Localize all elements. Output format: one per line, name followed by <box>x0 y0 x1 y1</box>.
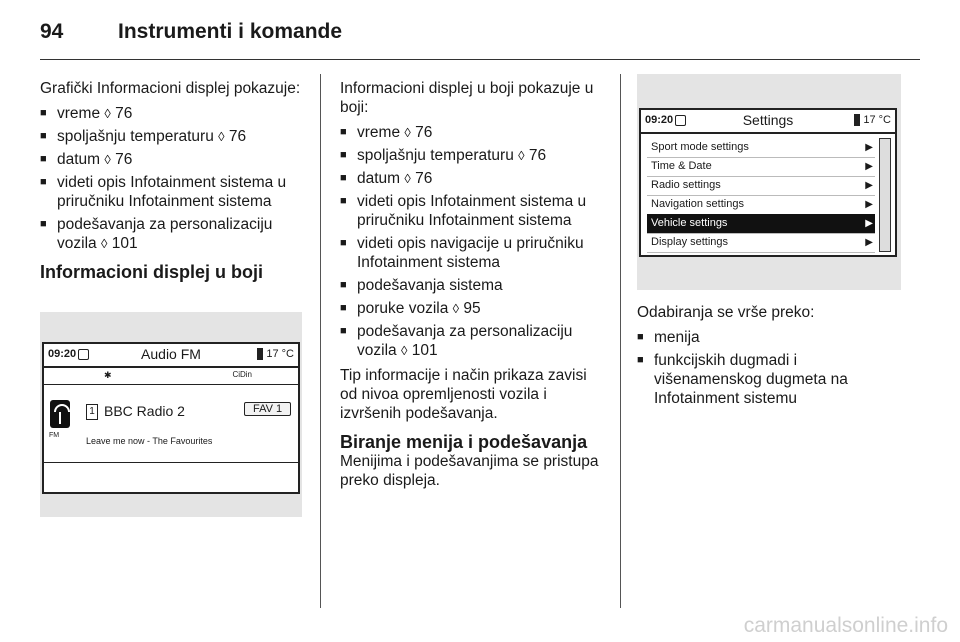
settings-screen-figure <box>637 74 901 290</box>
list-item <box>637 328 907 347</box>
list-item <box>340 299 605 318</box>
settings-outside-temp: 17 °C <box>863 114 891 126</box>
page-ref-arrow-icon: ◊ <box>400 343 408 358</box>
column-divider-2 <box>620 74 621 608</box>
bullet-icon: ■ <box>340 126 347 138</box>
bullet-icon: ■ <box>340 279 347 291</box>
list-item-text: datum <box>57 151 101 168</box>
bullet-icon: ■ <box>340 325 347 337</box>
band-label: FM <box>49 432 60 439</box>
menu-item[interactable] <box>647 176 875 196</box>
list-item <box>340 276 605 295</box>
menu-scrollbar[interactable] <box>879 138 891 252</box>
page-ref[interactable]: 76 <box>415 124 433 141</box>
col1-heading: Informacioni displej u boji <box>40 262 264 282</box>
page-ref[interactable]: 76 <box>528 147 547 164</box>
page-ref[interactable]: 76 <box>115 105 133 122</box>
list-item-text: vreme <box>57 105 101 122</box>
list-item-text: menija <box>654 329 700 346</box>
thermometer-icon <box>257 348 263 360</box>
radio-antenna-icon <box>50 400 70 428</box>
station-name: BBC Radio 2 <box>104 403 185 419</box>
bullet-icon: ■ <box>40 130 47 142</box>
watermark: carmanualsonline.info <box>743 614 948 637</box>
page-ref-arrow-icon: ◊ <box>518 148 525 163</box>
chevron-right-icon: ▶ <box>865 180 873 191</box>
column-3 <box>637 303 907 414</box>
page-ref-arrow-icon: ◊ <box>100 236 108 251</box>
bullet-icon: ■ <box>340 172 347 184</box>
column-divider-1 <box>320 74 321 608</box>
list-item-text: videti opis navigacije u priručniku Infotainment sistema <box>357 235 584 271</box>
menu-item-label: Navigation settings <box>651 198 744 210</box>
audio-status-bar <box>44 344 298 368</box>
bullet-icon: ■ <box>340 149 347 161</box>
list-item-text: videti opis Infotainment sistema u priručniku Infotainment sistema <box>57 174 287 210</box>
chevron-right-icon: ▶ <box>865 199 873 210</box>
audio-title: Audio FM <box>141 346 201 362</box>
fav-button[interactable]: FAV 1 <box>244 402 291 416</box>
page-header <box>40 20 920 62</box>
page-ref-arrow-icon: ◊ <box>218 129 225 144</box>
bullet-icon: ■ <box>340 237 347 249</box>
bluetooth-icon: ✱ <box>104 370 112 380</box>
page-ref-arrow-icon: ◊ <box>404 125 411 140</box>
page-ref[interactable]: 95 <box>463 300 481 317</box>
menu-item[interactable] <box>647 138 875 158</box>
chevron-right-icon: ▶ <box>865 142 873 153</box>
page-ref-arrow-icon: ◊ <box>104 106 111 121</box>
list-item-text: videti opis Infotainment sistema u priručniku Infotainment sistema <box>357 193 587 229</box>
menu-item[interactable] <box>647 214 875 234</box>
outside-temp: 17 °C <box>266 348 294 360</box>
chevron-right-icon: ▶ <box>865 218 873 229</box>
chevron-right-icon: ▶ <box>865 237 873 248</box>
settings-screen <box>639 108 897 257</box>
bullet-icon: ■ <box>40 153 47 165</box>
bullet-icon: ■ <box>340 302 347 314</box>
clock-time: 09:20 <box>48 348 77 360</box>
menu-item-label: Sport mode settings <box>651 141 749 153</box>
bullet-icon: ■ <box>40 107 47 119</box>
page-ref[interactable]: 76 <box>228 128 247 145</box>
col1-list <box>40 104 305 253</box>
page-ref-arrow-icon: ◊ <box>104 152 111 167</box>
col2-list <box>340 123 605 360</box>
menu-item[interactable] <box>647 233 875 253</box>
bullet-icon: ■ <box>637 354 644 366</box>
col1-intro: Grafički Informacioni displej pokazuje: <box>40 80 301 97</box>
header-rule <box>40 59 920 60</box>
chevron-right-icon: ▶ <box>865 161 873 172</box>
bullet-icon: ■ <box>40 218 47 230</box>
column-1 <box>40 79 305 290</box>
list-item <box>40 215 305 253</box>
page-ref[interactable]: 76 <box>115 151 133 168</box>
menu-item-label: Radio settings <box>651 179 721 191</box>
menu-item[interactable] <box>647 157 875 177</box>
list-item <box>340 146 605 165</box>
page-ref-arrow-icon: ◊ <box>452 301 460 316</box>
menu-item-label: Display settings <box>651 236 729 248</box>
menu-item[interactable] <box>647 195 875 215</box>
list-item-text: spoljašnju temperaturu <box>57 128 214 145</box>
list-item <box>340 322 605 360</box>
col2-heading: Biranje menija i podešavanja <box>340 432 588 452</box>
column-2 <box>340 79 605 496</box>
thermometer-icon <box>854 114 860 126</box>
list-item <box>340 169 605 188</box>
settings-title: Settings <box>742 112 794 128</box>
col2-intro: Informacioni displej u boji pokazuje u boji: <box>340 80 594 116</box>
list-item-text: spoljašnju temperaturu <box>357 147 514 164</box>
list-item <box>40 127 305 146</box>
preset-number: 1 <box>86 404 98 420</box>
bullet-icon: ■ <box>40 176 47 188</box>
chapter-title: Instrumenti i komande <box>118 20 343 43</box>
list-item-text: podešavanja sistema <box>357 277 503 294</box>
list-item <box>637 351 907 408</box>
list-item <box>340 123 605 142</box>
list-item-text: poruke vozila <box>357 300 449 317</box>
list-item-text: funkcijskih dugmadi i višenamenskog dugmeta na Infotainment sistemu <box>654 352 848 407</box>
audio-screen-figure <box>40 312 302 517</box>
list-item <box>340 234 605 272</box>
list-item <box>40 173 305 211</box>
page-ref[interactable]: 76 <box>415 170 433 187</box>
page-ref-arrow-icon: ◊ <box>404 171 411 186</box>
settings-status-bar <box>641 110 895 134</box>
track-info: Leave me now - The Favourites <box>86 436 213 446</box>
list-item <box>340 192 605 230</box>
col2-paragraph: Tip informacije i način prikaza zavisi od nivoa opremljenosti vozila i izvršenih podešavanja. <box>340 367 587 422</box>
list-item-text: podešavanja za personalizaciju vozila <box>357 323 573 359</box>
list-item <box>40 150 305 169</box>
page-number: 94 <box>40 20 64 43</box>
bullet-icon: ■ <box>340 195 347 207</box>
menu-item-label: Vehicle settings <box>651 217 728 229</box>
col2-paragraph-2: Menijima i podešavanjima se pristupa preko displeja. <box>340 453 599 489</box>
list-item-text: vreme <box>357 124 401 141</box>
cidin-label: CiDin <box>232 370 252 379</box>
audio-screen <box>42 342 300 494</box>
page-ref[interactable]: 101 <box>111 235 138 252</box>
col3-intro: Odabiranja se vrše preko: <box>637 304 815 321</box>
settings-clock-time: 09:20 <box>645 114 674 126</box>
list-item <box>40 104 305 123</box>
page-ref[interactable]: 101 <box>411 342 438 359</box>
bullet-icon: ■ <box>637 331 644 343</box>
menu-item-label: Time & Date <box>651 160 712 172</box>
col3-list <box>637 328 907 408</box>
list-item-text: datum <box>357 170 401 187</box>
list-item-text: podešavanja za personalizaciju vozila <box>57 216 273 252</box>
